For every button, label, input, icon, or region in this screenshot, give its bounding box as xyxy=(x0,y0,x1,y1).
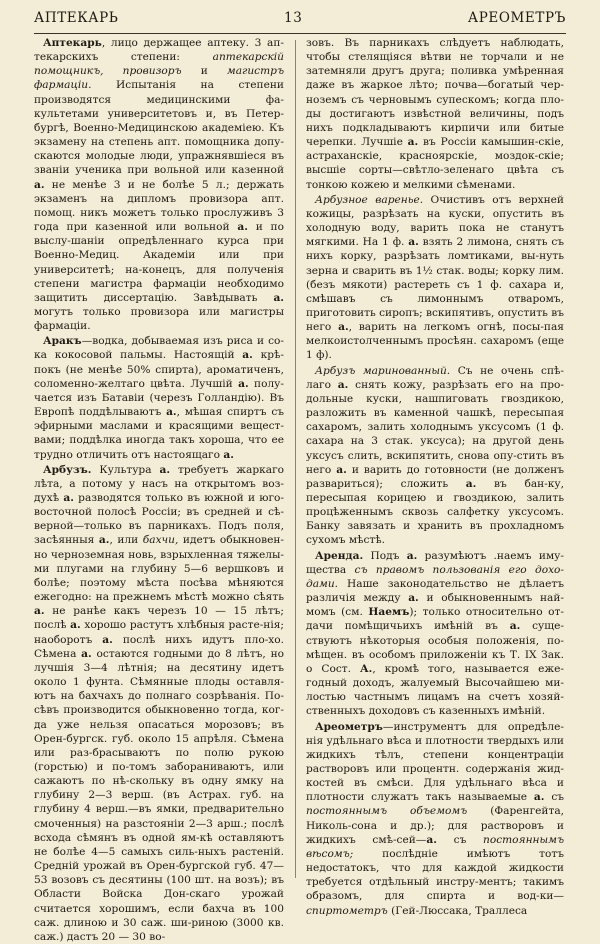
abbrev: А. xyxy=(359,662,373,675)
text: взять 2 лимона, снять съ нихъ корку, разрѣзать ломтиками, вы-нуть зерна и сварить въ 1½ стак. воды; корку лим. (безъ мякоти) растереть съ 1 ф. сахара и, смѣшавъ съ лимоннымъ отваромъ, приготовить сиропъ; вскипятивъ, опустить въ него xyxy=(306,236,565,334)
text: , лицо держащее аптеку. 3 ап-текарскихъ степени: xyxy=(34,37,284,64)
abbrev: а. xyxy=(242,349,253,362)
abbrev: а. xyxy=(273,291,284,304)
text: снять кожу, разрѣзать его на про-дольные куски, нашпиговать гвоздикою, разложить въ каменной чашкѣ, пересыпая сахаромъ, залить холоднымъ уксусомъ (1 ф. сахара на 3 стак. уксуса); на другой день уксусъ слить, вскипятить, снова опу-стить въ него xyxy=(306,378,565,476)
italic-term: постояннымъ вѣсомъ; xyxy=(306,833,564,860)
entry-term: Аренда. xyxy=(315,549,364,562)
abbrev: а. xyxy=(337,378,349,391)
italic-term: бахчи, xyxy=(142,534,179,547)
abbrev: а. xyxy=(407,136,419,149)
abbrev: а. xyxy=(533,791,545,804)
text: суще-ствуютъ нѣкоторыя особыя положенія, по-мѣщен. въ особомъ приложеніи къ Т. IX Зак. о Сост. xyxy=(306,620,564,675)
text: и по выслу-шаніи опредѣленнаго курса при Военно-Медиц. Академіи или при университетѣ; на-конецъ, для полученія степени магистра фармаціи необходимо защитить диссертацію. Завѣдывать xyxy=(34,221,284,304)
entry-areometr xyxy=(306,720,564,918)
entry-term: Аптекарь xyxy=(43,37,102,49)
abbrev: а. xyxy=(509,620,521,633)
text: Подъ xyxy=(363,549,407,562)
entry-arbuz xyxy=(34,463,284,944)
abbrev: а. xyxy=(336,463,347,476)
text: Очистивъ отъ верхней кожицы, разрѣзать на куски, опустить въ холодную воду, варить пока не станутъ мягкими. На 1 ф. xyxy=(306,193,564,249)
subentry-title: Арбузное вареньe. xyxy=(315,193,424,206)
page-header xyxy=(34,10,566,32)
subentry-title: Арбузъ маринованный. xyxy=(315,364,451,377)
abbrev: а. xyxy=(63,492,74,504)
text: съ xyxy=(436,833,483,846)
text: ); только относительно от-дачи помѣщичьихъ имѣній въ xyxy=(306,606,564,633)
cross-reference: Наемъ xyxy=(368,606,410,619)
abbrev: а. xyxy=(237,221,248,234)
header-rule xyxy=(34,33,566,34)
text: идетъ обыкновен-но черноземная новь, взрыхленная тяжелы-ми плугами на глубину 5—6 вершковъ и болѣе; поэтому мѣста посѣва мѣняются ежегодно: на прежнемъ мѣстѣ можно сѣять xyxy=(34,534,285,604)
italic-term: магистръ фармаціи. xyxy=(34,65,285,92)
text: и xyxy=(181,65,227,78)
abbrev: а. xyxy=(426,833,437,846)
abbrev: а. xyxy=(238,377,249,390)
abbrev: а. xyxy=(34,605,45,618)
text: и обыкновеннымъ най-момъ (см. xyxy=(306,592,564,619)
entry-arenda xyxy=(306,549,564,719)
text: (Фаренгейта, Николь-сона и др.); для растворовъ и жидкихъ смѣ-сей— xyxy=(306,805,564,846)
header-left-title: АПТЕКАРЬ xyxy=(34,10,119,26)
entry-term: Ареометръ xyxy=(315,720,383,733)
text: послѣдніе имѣютъ тотъ недостатокъ, что для каждой жидкости требуется отдѣльный инстру-ментъ; такимъ образомъ, для спирта и вод-ки— xyxy=(306,847,564,903)
text: требуетъ жаркаго лѣта, а потому у насъ на открытомъ воз-духѣ xyxy=(34,463,284,504)
text: остаются годными до 8 лѣтъ, но лучшія 3—4 лѣтнія; на десятину идетъ около 1 фунта. Сѣмянные плоды оставля-ютъ на бахчахъ до полнаго созрѣванія. По-сѣвъ производится обыкновенно тогда, ког-да уже нельзя опасаться морозовъ; въ Орен-бургск. губ. около 15 апрѣля. Сѣмена или раз-брасываютъ по полю рукою (горстью) и по-томъ забораниваютъ, или сажаютъ по нѣ-скольку въ одну ямку на глубину 2—3 верш. (въ Астрах. губ. на глубину 4 верш.—въ ямки, предварительно смоченныя) на разстояніи 2—3 арш.; послѣ всхода сѣмянъ въ одной ям-кѣ оставляютъ не болѣе 4—5 самыхъ силь-ныхъ растеній. Средній урожай въ Орен-бургской губ. 47—53 возовъ съ десятины (100 шт. на возъ); въ Области Войска Дон-скаго урожай считается хорошимъ, если бахча въ 100 саж. длиною и 30 саж. ши-риною (3000 кв. саж.) дастъ 20 — 30 во- xyxy=(34,647,285,943)
left-column xyxy=(34,36,285,943)
text: въ бан-ку, пересыпая корицею и гвоздикою, залить процѣженнымъ сквозь салфетку уксусомъ. Банку завязать и хранить въ прохладномъ сухомъ мѣстѣ. xyxy=(306,477,564,547)
entry-arbuz-continued xyxy=(306,36,564,192)
text: , или xyxy=(109,534,143,547)
abbrev: а. xyxy=(98,534,110,547)
text: зовъ. Въ парникахъ слѣдуетъ наблюдать, чтобы стелящіяся вѣтви не торчали и не затемняли другъ друга; поливка умѣренная даже въ жаркое лѣто; почва—богатый чер-ноземъ съ черновымъ супескомъ; когда пло-ды достигаютъ извѣстной величины, подъ нихъ подкладываютъ кирпичи или битые черепки. Лучшіе xyxy=(306,37,564,149)
text: , кромѣ того, называется еже-годный доходъ, жалуемый Высочайшею ми-лостью частнымъ лицамъ на счетъ хозяй-ственныхъ доходовъ съ казенныхъ имѣній. xyxy=(306,662,564,718)
abbrev: а. xyxy=(338,321,349,334)
abbrev: а. xyxy=(102,633,113,646)
text: могутъ только провизора или магистры фармаціи. xyxy=(34,305,284,333)
entry-aptekar xyxy=(34,36,284,333)
text: Съ не очень спѣ-лаго xyxy=(306,364,565,391)
text: Наше законодательство не дѣлаетъ различія между xyxy=(306,577,564,605)
text: послѣ нихъ идутъ пло-хо. Сѣмена xyxy=(34,633,284,660)
abbrev: а. xyxy=(159,463,171,476)
text: не ранѣе какъ черезъ 10 — 15 лѣтъ; послѣ xyxy=(34,605,284,632)
abbrev: а. xyxy=(223,448,234,461)
abbrev: а. xyxy=(166,406,177,419)
text: полу-чается изъ Батавіи (черезъ Голландію). Въ Европѣ поддѣлываютъ xyxy=(34,377,284,419)
text: Испытанія на степени производятся медицинскими фа-культетами университетовъ и, въ Петер-бургѣ, Военно-Медицинскою академіею. Къ экзамену на степень апт. помощника допу-скаются молодые люди, упражнявшіеся въ званіи ученика при вольной или казенной xyxy=(34,79,284,177)
abbrev: а. xyxy=(34,178,45,191)
text: (Гей-Люссака, Траллеса xyxy=(387,904,528,917)
text: и варить до готовности (не долженъ развариться); сложить xyxy=(306,463,564,490)
text: , варить на легкомъ огнѣ, посы-пая мелкоистолченнымъ просѣян. сахаромъ (еще 1 ф). xyxy=(306,321,564,362)
column-divider xyxy=(295,40,296,878)
page-number: 13 xyxy=(284,10,303,26)
italic-term: аптекарскій помощникъ, провизоръ xyxy=(34,51,284,78)
abbrev: а. xyxy=(465,477,477,490)
abbrev: а. xyxy=(81,647,92,660)
text: хорошо растутъ хлѣбныя расте-нія; наоборотъ xyxy=(34,619,284,646)
right-column xyxy=(306,36,565,917)
abbrev: а. xyxy=(408,236,419,249)
text: —инструментъ для опредѣле-нія удѣльнаго вѣса и плотности твердыхъ или жидкихъ тѣлъ, степени концентраціи растворовъ или процентн. содержанія жид-костей въ смѣси. Для удѣльнаго вѣса и плотности служатъ такъ называемые xyxy=(306,720,564,804)
text: разумѣютъ .наемъ иму-щества xyxy=(306,549,564,576)
italic-term: спиртометръ xyxy=(306,904,388,917)
text: разводятся только въ южной и юго-восточной полосѣ Россіи; въ средней и сѣ-верной—только въ парникахъ. Подъ поля, засѣянныя xyxy=(34,492,284,547)
entry-term: Аракъ xyxy=(43,335,82,348)
text: Культура xyxy=(91,463,160,476)
text: въ Россіи камышин-скіе, астраханскіе, красноярскіе, моздок-скіе; высшіе сорты—свѣтло-зеленаго цвѣта съ тонкою кожею и мелкими сѣменами. xyxy=(306,136,564,191)
abbrev: а. xyxy=(70,619,81,632)
text: съ xyxy=(544,791,564,804)
italic-term: постояннымъ объемомъ xyxy=(306,805,468,818)
italic-term: съ правомъ пользованія его дохо-дами. xyxy=(306,563,565,590)
subentry-arbuznoe-varenye xyxy=(306,193,564,363)
abbrev: а. xyxy=(408,592,419,605)
text: не менѣе 3 и не болѣе 5 л.; держать экзаменъ на дипломъ провизора апт. помощ. никъ можетъ только прослуживъ 3 года при казенной или вольной xyxy=(34,178,284,234)
entry-arak xyxy=(34,334,284,461)
subentry-arbuz-marinovanny xyxy=(306,364,564,548)
text: крѣ-покъ (не менѣе 50% спирта), ароматиченъ, соломенно-желтаго цвѣта. Лучшій xyxy=(34,349,284,390)
text: , мѣшая спиртъ съ эфирными маслами и красящими вещест-вами; поддѣлка иногда такъ хороша, что ее трудно отличить отъ настоящаго xyxy=(34,406,284,461)
entry-term: Арбузъ. xyxy=(43,463,92,476)
abbrev: а. xyxy=(406,549,418,562)
text: —водка, добываемая изъ риса и со-ка кокосовой пальмы. Настоящій xyxy=(34,335,284,362)
header-right-title: АРЕОМЕТРЪ xyxy=(467,10,566,26)
